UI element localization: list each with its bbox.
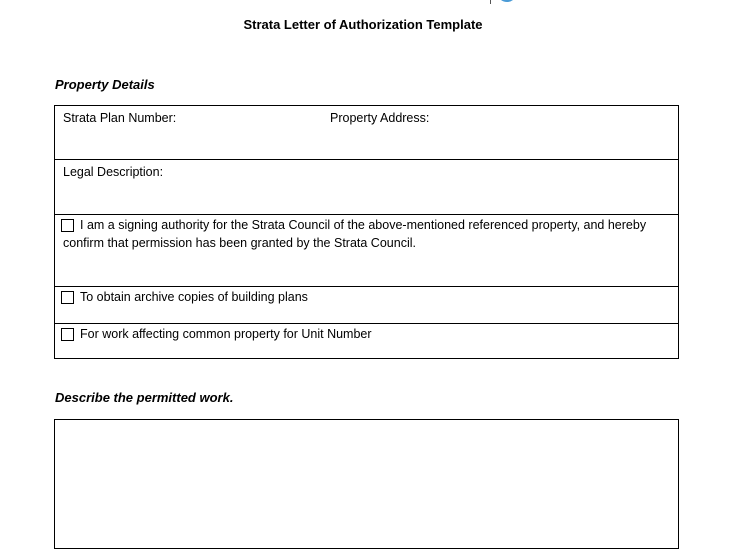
archive-copies-label: To obtain archive copies of building plans bbox=[80, 290, 308, 304]
property-details-heading: Property Details bbox=[55, 77, 155, 92]
archive-copies-checkbox[interactable] bbox=[61, 291, 74, 304]
permitted-work-textbox[interactable] bbox=[54, 419, 679, 549]
common-property-checkbox[interactable] bbox=[61, 328, 74, 341]
property-details-table bbox=[54, 105, 679, 359]
strata-plan-number-label: Strata Plan Number: bbox=[63, 111, 177, 125]
document-title: Strata Letter of Authorization Template bbox=[243, 17, 483, 32]
authority-statement: I am a signing authority for the Strata Council of the above-mentioned referenced property, and hereby confirm that permission has been granted by the Strata Council. bbox=[63, 218, 647, 250]
logo-divider bbox=[490, 0, 491, 4]
property-address-label: Property Address: bbox=[330, 111, 430, 125]
common-property-row bbox=[55, 324, 678, 358]
common-property-label: For work affecting common property for Unit Number bbox=[80, 327, 372, 341]
legal-description-row bbox=[55, 160, 678, 215]
logo-circle-icon bbox=[497, 0, 517, 2]
legal-description-label: Legal Description: bbox=[63, 165, 164, 179]
strata-address-row bbox=[55, 106, 678, 160]
archive-option-row bbox=[55, 287, 678, 324]
authority-row bbox=[55, 215, 678, 287]
permitted-work-heading: Describe the permitted work. bbox=[55, 390, 234, 405]
